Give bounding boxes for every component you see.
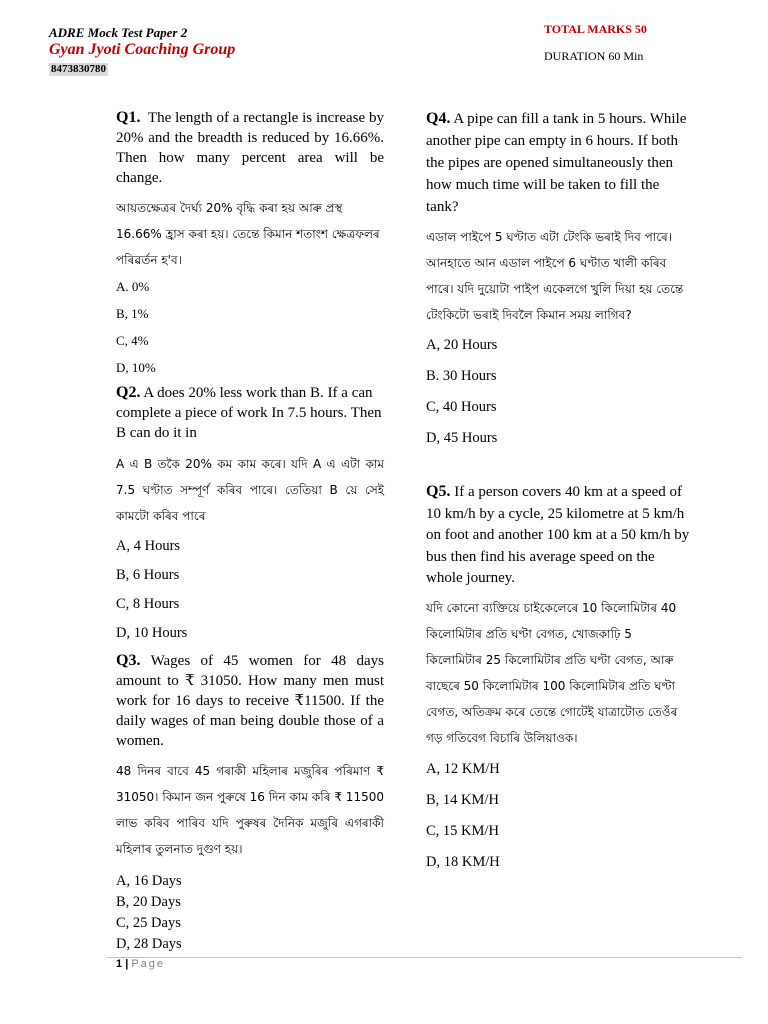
total-marks: TOTAL MARKS 50	[544, 22, 647, 36]
option: D, 45 Hours	[426, 430, 498, 446]
option: D, 10%	[116, 360, 156, 375]
question-number: Q5.	[426, 483, 451, 500]
question-translation: A এ B তকৈ 20% কম কাম কৰে। যদি A এ এটা কাম 7.5 ঘণ্টাত সম্পূৰ্ণ কৰিব পাৰে। তেতিয়া B য়ে সেই কামটো কৰিব পাৰে	[116, 457, 384, 523]
option: C, 40 Hours	[426, 399, 497, 415]
option: A, 20 Hours	[426, 337, 498, 353]
footer-divider	[107, 957, 742, 958]
option: B, 1%	[116, 306, 149, 321]
question-number: Q1.	[116, 109, 141, 126]
question-translation: যদি কোনো ব্যক্তিয়ে চাইকেলেৰে 10 কিলোমিটাৰ 40 কিলোমিটাৰ প্ৰতি ঘণ্টা বেগত, খোজকাঢ়ি 5 কিলোমিটাৰ 25 কিলোমিটাৰ প্ৰতি ঘণ্টা বেগত, আৰু বাছেৰে 50 কিলোমিটাৰ 100 কিলোমিটাৰ প্ৰতি ঘণ্টা বেগত, অতিক্ৰম কৰে তেন্তে গোটেই যাত্ৰাটোত তেওঁৰ গড় গতিবেগ বিচাৰি উলিয়াওক।	[426, 600, 678, 745]
question-number: Q2.	[116, 384, 141, 401]
option: B. 30 Hours	[426, 368, 497, 384]
header-left	[49, 26, 235, 77]
question-text: Q1. The length of a rectangle is increase by 20% and the breadth is reduced by 16.66%. Then how many percent area will be change.	[116, 109, 384, 186]
header-right	[544, 22, 647, 63]
question-text: Q5. If a person covers 40 km at a speed of 10 km/h by a cycle, 25 kilometre at 5 km/h on foot and another 100 km at a 50 km/h by bus then find his average speed on the whole journey.	[426, 483, 690, 586]
question-translation: আয়তক্ষেত্ৰৰ দৈৰ্ঘ্য 20% বৃদ্ধি কৰা হয় আৰু প্ৰস্থ 16.66% হ্ৰাস কৰা হয়। তেন্তে কিমান শতাংশ ক্ষেত্ৰফলৰ পৰিৱৰ্তন হ'ব।	[116, 201, 380, 267]
option: B, 20 Days	[116, 894, 181, 910]
question-text: Q2. A does 20% less work than B. If a can complete a piece of work In 7.5 hours. Then B can do it in	[116, 384, 382, 441]
question-2	[116, 383, 384, 646]
option: A, 4 Hours	[116, 538, 181, 554]
left-column	[116, 108, 384, 956]
option: A. 0%	[116, 279, 150, 294]
paper-title: ADRE Mock Test Paper 2	[49, 25, 188, 40]
option: A, 16 Days	[116, 873, 182, 889]
question-3	[116, 651, 384, 956]
right-column	[426, 108, 691, 875]
option: D, 18 KM/H	[426, 853, 500, 870]
question-4	[426, 108, 691, 451]
question-text: Q3. Wages of 45 women for 48 days amount to ₹ 31050. How many men must work for 16 days to receive ₹11500. If the daily wages of man being double those of a women.	[116, 652, 385, 749]
question-translation: 48 দিনৰ বাবে 45 গৰাকী মহিলাৰ মজুৰিৰ পৰিমাণ ₹ 31050। কিমান জন পুৰুষে 16 দিন কাম কৰি ₹ 11500 লাভ কৰিব পাৰিব যদি পুৰুষৰ দৈনিক মজুৰি এগৰাকী মহিলাৰ তুলনাত দুগুণ হয়।	[116, 764, 384, 856]
question-text: Q4. A pipe can fill a tank in 5 hours. While another pipe can empty in 6 hours. If both the pipes are opened simultaneously then how much time will be taken to fill the tank?	[426, 110, 687, 215]
option: C, 8 Hours	[116, 596, 180, 612]
option: D, 10 Hours	[116, 625, 188, 641]
option: D, 28 Days	[116, 936, 182, 952]
question-translation: এডাল পাইপে 5 ঘণ্টাত এটা টেংকি ভৰাই দিব পাৰে। আনহাতে আন এডাল পাইপে 6 ঘণ্টাত খালী কৰিব পাৰে। যদি দুয়োটা পাইপ একেলগে খুলি দিয়া হয় তেন্তে টেংকিটো ভৰাই দিবলৈ কিমান সময় লাগিব?	[426, 230, 684, 322]
question-5	[426, 481, 691, 875]
option: B, 6 Hours	[116, 567, 180, 583]
footer-separator: |	[125, 958, 129, 970]
coaching-group-name: Gyan Jyoti Coaching Group	[49, 41, 236, 58]
option: B, 14 KM/H	[426, 791, 499, 808]
option: C, 15 KM/H	[426, 822, 499, 839]
option: A, 12 KM/H	[426, 760, 500, 777]
question-1	[116, 108, 384, 380]
page-footer	[116, 958, 165, 970]
phone-number: 8473830780	[51, 63, 106, 75]
question-number: Q3.	[116, 652, 141, 669]
option: C, 25 Days	[116, 915, 181, 931]
page-number: 1	[116, 958, 123, 970]
question-number: Q4.	[426, 110, 451, 127]
option: C, 4%	[116, 333, 149, 348]
page-label: Page	[131, 958, 166, 970]
duration: DURATION 60 Min	[544, 49, 644, 63]
